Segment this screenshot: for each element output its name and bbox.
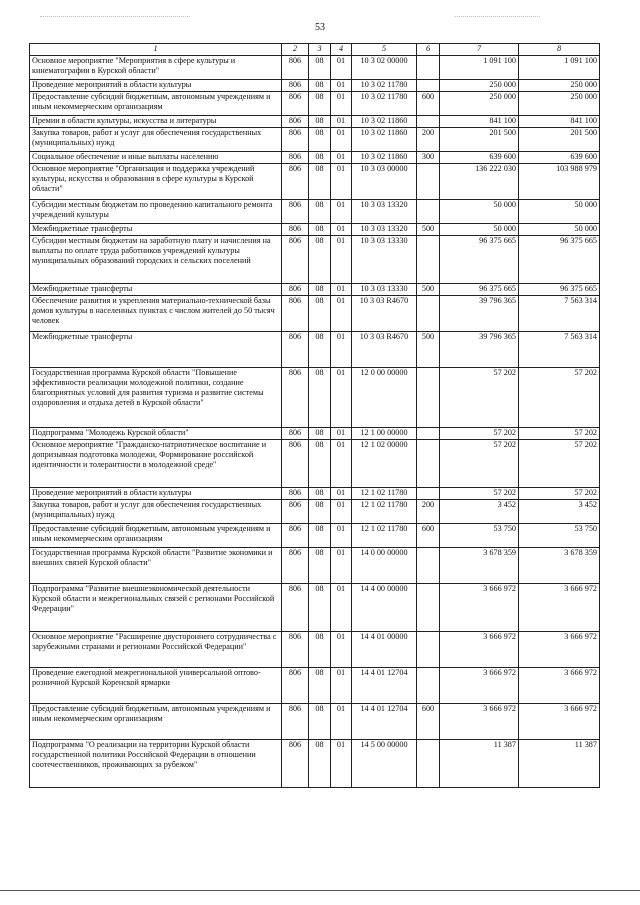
table-row <box>30 428 600 440</box>
cell-sum-year2: 201 500 <box>519 128 600 152</box>
cell-ved: 806 <box>282 632 309 668</box>
cell-csr: 10 3 02 11780 <box>352 80 417 92</box>
cell-vr: 600 <box>417 704 440 740</box>
cell-sum-year1: 57 202 <box>440 440 519 488</box>
cell-ved: 806 <box>282 584 309 632</box>
table-row <box>30 200 600 224</box>
cell-vr: 500 <box>417 284 440 296</box>
cell-vr <box>417 56 440 80</box>
table-row <box>30 56 600 80</box>
scan-noise-left <box>40 16 190 18</box>
table-row <box>30 440 600 488</box>
cell-sum-year2: 50 000 <box>519 224 600 236</box>
cell-csr: 10 3 02 11860 <box>352 128 417 152</box>
cell-vr: 600 <box>417 524 440 548</box>
cell-pr: 01 <box>331 440 352 488</box>
budget-table <box>29 43 600 788</box>
cell-pr: 01 <box>331 236 352 284</box>
cell-vr: 300 <box>417 152 440 164</box>
cell-csr: 14 4 00 00000 <box>352 584 417 632</box>
table-row <box>30 632 600 668</box>
cell-sum-year1: 3 452 <box>440 500 519 524</box>
cell-sum-year2: 57 202 <box>519 368 600 428</box>
cell-pr: 01 <box>331 92 352 116</box>
cell-csr: 10 3 02 11860 <box>352 116 417 128</box>
cell-csr: 10 3 03 00000 <box>352 164 417 200</box>
cell-name: Основное мероприятие "Организация и поддержка учреждений культуры, искусства и образования в сфере культуры в Курской области" <box>30 164 282 200</box>
cell-vr <box>417 668 440 704</box>
cell-sum-year1: 841 100 <box>440 116 519 128</box>
cell-pr: 01 <box>331 668 352 704</box>
cell-csr: 14 4 01 12704 <box>352 704 417 740</box>
cell-sum-year1: 3 666 972 <box>440 584 519 632</box>
cell-ved: 806 <box>282 524 309 548</box>
cell-name: Основное мероприятие "Расширение двустороннего сотрудничества с зарубежными странами и регионами Российской Федерации" <box>30 632 282 668</box>
header-col-8: 8 <box>519 44 600 56</box>
cell-rz: 08 <box>309 332 331 368</box>
table-row <box>30 296 600 332</box>
cell-name: Государственная программа Курской области "Развитие экономики и внешних связей Курской области" <box>30 548 282 584</box>
cell-sum-year1: 53 750 <box>440 524 519 548</box>
page-number: 53 <box>315 22 325 33</box>
cell-sum-year2: 3 666 972 <box>519 584 600 632</box>
table-row <box>30 236 600 284</box>
cell-name: Проведение мероприятий в области культуры <box>30 488 282 500</box>
table-row <box>30 116 600 128</box>
cell-sum-year1: 639 600 <box>440 152 519 164</box>
cell-ved: 806 <box>282 92 309 116</box>
cell-csr: 14 5 00 00000 <box>352 740 417 788</box>
cell-sum-year1: 136 222 030 <box>440 164 519 200</box>
cell-sum-year2: 57 202 <box>519 488 600 500</box>
cell-pr: 01 <box>331 164 352 200</box>
cell-name: Подпрограмма "Молодежь Курской области" <box>30 428 282 440</box>
cell-name: Закупка товаров, работ и услуг для обеспечения государственных (муниципальных) нужд <box>30 500 282 524</box>
cell-csr: 14 0 00 00000 <box>352 548 417 584</box>
cell-pr: 01 <box>331 584 352 632</box>
cell-csr: 12 1 02 11780 <box>352 488 417 500</box>
cell-ved: 806 <box>282 548 309 584</box>
cell-ved: 806 <box>282 488 309 500</box>
cell-vr <box>417 296 440 332</box>
table-row <box>30 152 600 164</box>
cell-rz: 08 <box>309 524 331 548</box>
cell-vr <box>417 584 440 632</box>
cell-ved: 806 <box>282 116 309 128</box>
cell-sum-year2: 3 452 <box>519 500 600 524</box>
cell-name: Предоставление субсидий бюджетным, автономным учреждениям и иным некоммерческим организациям <box>30 92 282 116</box>
cell-vr: 200 <box>417 500 440 524</box>
cell-ved: 806 <box>282 296 309 332</box>
cell-name: Основное мероприятие "Мероприятия в сфере культуры и кинематографии в Курской области" <box>30 56 282 80</box>
cell-ved: 806 <box>282 332 309 368</box>
cell-pr: 01 <box>331 428 352 440</box>
cell-sum-year2: 639 600 <box>519 152 600 164</box>
header-col-4: 4 <box>331 44 352 56</box>
cell-rz: 08 <box>309 56 331 80</box>
cell-vr <box>417 632 440 668</box>
cell-pr: 01 <box>331 80 352 92</box>
table-row <box>30 488 600 500</box>
cell-ved: 806 <box>282 200 309 224</box>
cell-sum-year2: 1 091 100 <box>519 56 600 80</box>
cell-csr: 10 3 03 13330 <box>352 284 417 296</box>
cell-csr: 10 3 02 11780 <box>352 92 417 116</box>
cell-sum-year1: 50 000 <box>440 200 519 224</box>
header-col-3: 3 <box>309 44 331 56</box>
cell-sum-year2: 53 750 <box>519 524 600 548</box>
cell-csr: 12 1 02 11780 <box>352 500 417 524</box>
table-row <box>30 164 600 200</box>
cell-rz: 08 <box>309 164 331 200</box>
cell-name: Социальное обеспечение и иные выплаты населению <box>30 152 282 164</box>
header-col-6: 6 <box>417 44 440 56</box>
cell-rz: 08 <box>309 500 331 524</box>
cell-sum-year1: 96 375 665 <box>440 284 519 296</box>
cell-ved: 806 <box>282 500 309 524</box>
cell-pr: 01 <box>331 284 352 296</box>
page-bottom-rule <box>0 890 640 891</box>
cell-sum-year1: 57 202 <box>440 428 519 440</box>
cell-pr: 01 <box>331 200 352 224</box>
cell-sum-year2: 3 678 359 <box>519 548 600 584</box>
cell-csr: 12 1 02 11780 <box>352 524 417 548</box>
cell-sum-year2: 96 375 665 <box>519 284 600 296</box>
header-row <box>30 44 600 56</box>
cell-rz: 08 <box>309 236 331 284</box>
cell-ved: 806 <box>282 56 309 80</box>
cell-sum-year2: 11 387 <box>519 740 600 788</box>
table-row <box>30 80 600 92</box>
table-row <box>30 224 600 236</box>
cell-rz: 08 <box>309 632 331 668</box>
cell-sum-year1: 3 666 972 <box>440 668 519 704</box>
cell-ved: 806 <box>282 236 309 284</box>
cell-vr <box>417 164 440 200</box>
cell-ved: 806 <box>282 80 309 92</box>
cell-pr: 01 <box>331 56 352 80</box>
cell-pr: 01 <box>331 704 352 740</box>
cell-sum-year2: 250 000 <box>519 80 600 92</box>
cell-ved: 806 <box>282 668 309 704</box>
cell-pr: 01 <box>331 500 352 524</box>
table-row <box>30 584 600 632</box>
cell-sum-year2: 3 666 972 <box>519 668 600 704</box>
cell-sum-year1: 11 387 <box>440 740 519 788</box>
cell-ved: 806 <box>282 740 309 788</box>
cell-sum-year2: 841 100 <box>519 116 600 128</box>
cell-ved: 806 <box>282 284 309 296</box>
cell-ved: 806 <box>282 704 309 740</box>
table-row <box>30 668 600 704</box>
table-row <box>30 524 600 548</box>
cell-rz: 08 <box>309 428 331 440</box>
cell-rz: 08 <box>309 296 331 332</box>
table-row <box>30 368 600 428</box>
cell-vr <box>417 428 440 440</box>
cell-sum-year2: 3 666 972 <box>519 632 600 668</box>
cell-ved: 806 <box>282 152 309 164</box>
cell-vr: 500 <box>417 332 440 368</box>
cell-sum-year1: 201 500 <box>440 128 519 152</box>
header-col-7: 7 <box>440 44 519 56</box>
cell-vr <box>417 200 440 224</box>
cell-csr: 14 4 01 00000 <box>352 632 417 668</box>
cell-sum-year2: 96 375 665 <box>519 236 600 284</box>
cell-name: Предоставление субсидий бюджетным, автономным учреждениям и иным некоммерческим организациям <box>30 524 282 548</box>
cell-name: Предоставление субсидий бюджетным, автономным учреждениям и иным некоммерческим организациям <box>30 704 282 740</box>
cell-csr: 10 3 03 R4670 <box>352 332 417 368</box>
cell-ved: 806 <box>282 224 309 236</box>
cell-pr: 01 <box>331 524 352 548</box>
cell-rz: 08 <box>309 488 331 500</box>
table-row <box>30 500 600 524</box>
cell-sum-year1: 250 000 <box>440 80 519 92</box>
cell-csr: 12 1 02 00000 <box>352 440 417 488</box>
cell-pr: 01 <box>331 224 352 236</box>
cell-sum-year2: 57 202 <box>519 428 600 440</box>
cell-rz: 08 <box>309 116 331 128</box>
table-row <box>30 548 600 584</box>
cell-sum-year2: 3 666 972 <box>519 704 600 740</box>
cell-sum-year2: 250 000 <box>519 92 600 116</box>
cell-rz: 08 <box>309 584 331 632</box>
cell-ved: 806 <box>282 368 309 428</box>
cell-name: Проведение мероприятий в области культуры <box>30 80 282 92</box>
cell-ved: 806 <box>282 428 309 440</box>
table-row <box>30 740 600 788</box>
table-row <box>30 332 600 368</box>
cell-sum-year1: 39 796 365 <box>440 296 519 332</box>
header-col-2: 2 <box>282 44 309 56</box>
cell-vr <box>417 488 440 500</box>
header-col-5: 5 <box>352 44 417 56</box>
cell-rz: 08 <box>309 440 331 488</box>
cell-vr: 200 <box>417 128 440 152</box>
cell-pr: 01 <box>331 116 352 128</box>
cell-rz: 08 <box>309 284 331 296</box>
cell-csr: 12 1 00 00000 <box>352 428 417 440</box>
cell-pr: 01 <box>331 548 352 584</box>
cell-rz: 08 <box>309 152 331 164</box>
cell-vr: 600 <box>417 92 440 116</box>
cell-vr <box>417 740 440 788</box>
table-row <box>30 284 600 296</box>
cell-sum-year2: 7 563 314 <box>519 296 600 332</box>
cell-sum-year1: 1 091 100 <box>440 56 519 80</box>
cell-csr: 12 0 00 00000 <box>352 368 417 428</box>
cell-sum-year1: 39 796 365 <box>440 332 519 368</box>
cell-sum-year1: 57 202 <box>440 488 519 500</box>
cell-csr: 10 3 03 R4670 <box>352 296 417 332</box>
cell-pr: 01 <box>331 152 352 164</box>
header-col-1: 1 <box>30 44 282 56</box>
cell-sum-year2: 103 988 979 <box>519 164 600 200</box>
cell-name: Основное мероприятие "Гражданско-патриотическое воспитание и допризывная подготовка молодежи, Формирование российской идентичности и толерантности в молодежной среде" <box>30 440 282 488</box>
cell-rz: 08 <box>309 668 331 704</box>
cell-csr: 14 4 01 12704 <box>352 668 417 704</box>
cell-name: Межбюджетные трансферты <box>30 332 282 368</box>
cell-vr <box>417 116 440 128</box>
cell-rz: 08 <box>309 80 331 92</box>
cell-sum-year1: 3 678 359 <box>440 548 519 584</box>
cell-sum-year2: 57 202 <box>519 440 600 488</box>
cell-pr: 01 <box>331 488 352 500</box>
cell-rz: 08 <box>309 368 331 428</box>
cell-vr <box>417 80 440 92</box>
cell-csr: 10 3 03 13320 <box>352 200 417 224</box>
cell-name: Государственная программа Курской области "Повышение эффективности реализации молодежной политики, создание благоприятных условий для развития туризма и развитие системы оздоровления и отдыха детей в Курской области" <box>30 368 282 428</box>
cell-csr: 10 3 02 11860 <box>352 152 417 164</box>
cell-ved: 806 <box>282 128 309 152</box>
cell-pr: 01 <box>331 128 352 152</box>
cell-rz: 08 <box>309 224 331 236</box>
cell-sum-year1: 57 202 <box>440 368 519 428</box>
cell-rz: 08 <box>309 200 331 224</box>
cell-pr: 01 <box>331 296 352 332</box>
cell-sum-year1: 3 666 972 <box>440 704 519 740</box>
cell-vr <box>417 440 440 488</box>
cell-csr: 10 3 03 13330 <box>352 236 417 284</box>
cell-name: Закупка товаров, работ и услуг для обеспечения государственных (муниципальных) нужд <box>30 128 282 152</box>
cell-name: Премии в области культуры, искусства и литературы <box>30 116 282 128</box>
cell-name: Подпрограмма "О реализации на территории Курской области государственной политики Российской Федерации в отношении соотечественников, проживающих за рубежом" <box>30 740 282 788</box>
cell-name: Подпрограмма "Развитие внешнеэкономической деятельности Курской области и межрегиональных связей с регионами Российской Федерации" <box>30 584 282 632</box>
cell-vr: 500 <box>417 224 440 236</box>
cell-vr <box>417 548 440 584</box>
cell-rz: 08 <box>309 128 331 152</box>
cell-vr <box>417 236 440 284</box>
table-row <box>30 92 600 116</box>
cell-vr <box>417 368 440 428</box>
cell-pr: 01 <box>331 368 352 428</box>
cell-rz: 08 <box>309 92 331 116</box>
cell-rz: 08 <box>309 704 331 740</box>
cell-csr: 10 3 03 13320 <box>352 224 417 236</box>
cell-name: Межбюджетные трансферты <box>30 284 282 296</box>
cell-name: Субсидии местным бюджетам по проведению капитального ремонта учреждений культуры <box>30 200 282 224</box>
cell-ved: 806 <box>282 164 309 200</box>
cell-name: Субсидии местным бюджетам на заработную плату и начисления на выплаты по оплате труда работников учреждений культуры муниципальных образований городских и сельских поселений <box>30 236 282 284</box>
cell-csr: 10 3 02 00000 <box>352 56 417 80</box>
cell-sum-year1: 250 000 <box>440 92 519 116</box>
table-row <box>30 128 600 152</box>
cell-sum-year2: 7 563 314 <box>519 332 600 368</box>
cell-rz: 08 <box>309 548 331 584</box>
cell-rz: 08 <box>309 740 331 788</box>
cell-sum-year1: 3 666 972 <box>440 632 519 668</box>
cell-pr: 01 <box>331 332 352 368</box>
cell-name: Межбюджетные трансферты <box>30 224 282 236</box>
table-row <box>30 704 600 740</box>
cell-sum-year2: 50 000 <box>519 200 600 224</box>
cell-pr: 01 <box>331 632 352 668</box>
cell-name: Проведение ежегодной межрегиональной универсальной оптово-розничной Курской Коренской ярмарки <box>30 668 282 704</box>
cell-sum-year1: 96 375 665 <box>440 236 519 284</box>
cell-sum-year1: 50 000 <box>440 224 519 236</box>
cell-pr: 01 <box>331 740 352 788</box>
scan-noise-right <box>455 16 540 18</box>
cell-ved: 806 <box>282 440 309 488</box>
cell-name: Обеспечение развития и укрепления материально-технической базы домов культуры в населенных пунктах с числом жителей до 50 тысяч человек <box>30 296 282 332</box>
